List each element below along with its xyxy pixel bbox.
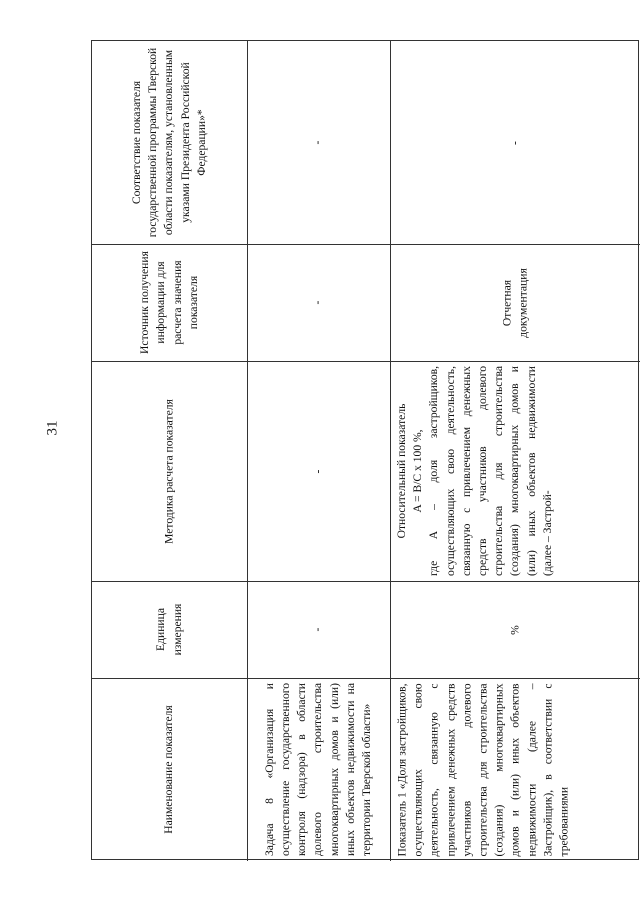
page-number bbox=[42, 418, 62, 446]
header-unit: Единица измерения bbox=[154, 603, 184, 656]
indicator-unit: % bbox=[507, 624, 521, 635]
task-method: - bbox=[311, 469, 325, 473]
header-method: Методика расчета показателя bbox=[162, 398, 176, 544]
cell-task-source bbox=[247, 244, 390, 361]
header-indicator-name: Наименование показателя bbox=[162, 705, 176, 834]
header-source: Источник получения информации для расчета значения показателя bbox=[138, 251, 200, 354]
indicator-source: Отчетная документация bbox=[499, 267, 529, 338]
header-compliance: Соответствие показателя государственной программы Тверской области показателям, установленным указами Президента Российской Федерации»* bbox=[129, 47, 208, 238]
cell-header-method bbox=[92, 361, 247, 581]
cell-indicator-name bbox=[390, 678, 640, 861]
page-number-text: 31 bbox=[44, 420, 60, 436]
task-unit: - bbox=[311, 627, 325, 632]
cell-indicator-compliance bbox=[390, 41, 640, 244]
cell-indicator-unit bbox=[390, 581, 640, 678]
cell-task-name bbox=[247, 678, 390, 861]
task-compliance: - bbox=[311, 140, 325, 145]
method-description: где A – доля застройщиков, осуществляющих свою деятельность, связанную с привлечением денежных средств участников долевого строительства для строительства (создания) многоквартирных домов и (или) иных объектов недвижимости (далее – Застрой- bbox=[427, 366, 554, 576]
indicator-method bbox=[394, 366, 556, 576]
cell-header-unit bbox=[92, 581, 247, 678]
method-formula: A = B/C x 100 %, bbox=[411, 429, 425, 513]
cell-header-name bbox=[92, 678, 247, 861]
cell-indicator-source bbox=[390, 244, 640, 361]
task-name: Задача 8 «Организация и осуществление государственного контроля (надзора) в области долевого строительства многоквартирных домов и (или) иных объектов недвижимости на территории Тверской области» bbox=[262, 683, 373, 856]
cell-header-compliance bbox=[92, 41, 247, 244]
method-line-1: Относительный показатель bbox=[395, 403, 408, 539]
cell-task-unit bbox=[247, 581, 390, 678]
indicator-name: Показатель 1 «Доля застройщиков, осуществляющих свою деятельность, связанную с привлечением денежных средств участников долевого строительства для строительства (создания) многоквартирных домов и (или) иных объектов недвижимости (далее – Застройщик), в соответствии с требованиями bbox=[395, 683, 571, 856]
cell-header-source bbox=[92, 244, 247, 361]
cell-task-method bbox=[247, 361, 390, 581]
indicator-compliance: - bbox=[507, 140, 521, 145]
cell-indicator-method bbox=[390, 361, 640, 581]
indicator-table bbox=[91, 40, 639, 860]
cell-task-compliance bbox=[247, 41, 390, 244]
task-source: - bbox=[311, 300, 325, 305]
